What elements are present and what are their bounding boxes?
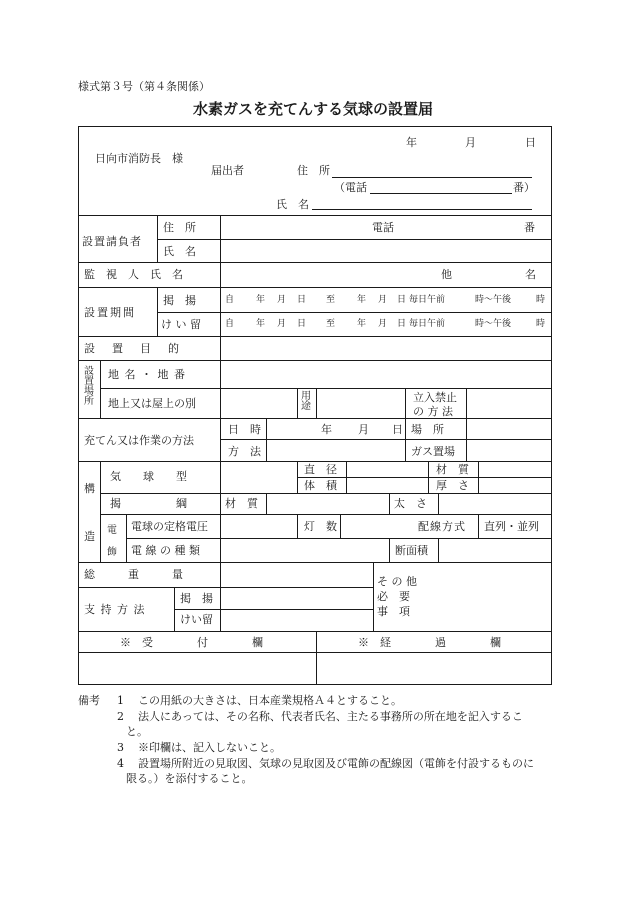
structure-rated-voltage-label: 電球の定格電圧 [131, 520, 208, 533]
support-label: 支 持 方 法 [84, 603, 146, 616]
filling-label: 充てん又は作業の方法 [84, 434, 194, 447]
location-no-entry-label-2: の 方 法 [413, 405, 453, 418]
structure-wire-type-label: 電 線 の 種 類 [131, 544, 200, 557]
notifier-label: 届出者 [211, 164, 244, 177]
reception-header: ※ 受 付 欄 [120, 636, 263, 649]
structure-material-field[interactable] [479, 462, 551, 477]
structure-banner-material-field[interactable] [267, 494, 389, 514]
contractor-name-field[interactable] [221, 240, 551, 262]
contractor-address-label: 住 所 [163, 221, 196, 234]
filling-method-label: 方 法 [228, 445, 261, 458]
filling-gas-storage-field[interactable] [467, 440, 551, 461]
filling-gas-storage-label: ガス置場 [411, 445, 455, 458]
support-tethered-label: けい留 [180, 613, 213, 626]
contractor-phone-label: 電話 [372, 221, 394, 234]
note-number: 3 [117, 741, 124, 754]
other-label-1: そ の 他 [377, 575, 417, 588]
filling-place-label: 場 所 [411, 423, 444, 436]
period-display-label: 掲 揚 [163, 294, 196, 307]
notifier-phone-label: （電話 [334, 181, 367, 194]
structure-cross-section-label: 断面積 [395, 544, 428, 557]
progress-field [317, 653, 551, 684]
other-label-2: 必 要 [377, 590, 410, 603]
location-label: 設置場所 [84, 366, 94, 407]
note-text: 設置場所附近の見取図、気球の見取図及び電飾の配線図（電飾を付設するものに [138, 757, 534, 770]
date-year-label: 年 [406, 136, 417, 149]
structure-banner-material-label: 材 質 [225, 497, 258, 510]
structure-volume-field[interactable] [347, 478, 428, 493]
location-ground-roof-field[interactable] [221, 389, 297, 418]
structure-label-2: 造 [84, 530, 95, 543]
weight-field[interactable] [221, 563, 373, 587]
filling-day-label: 日 [392, 423, 403, 436]
location-place-field[interactable] [221, 361, 551, 388]
structure-lamp-count-field[interactable] [341, 515, 409, 538]
notifier-phone-close: 番） [513, 181, 535, 194]
addressee: 日向市消防長 様 [95, 152, 183, 165]
structure-series-parallel[interactable]: 直列・並列 [484, 520, 539, 533]
supervisor-name-field[interactable] [221, 263, 551, 287]
supervisor-mei: 名 [525, 268, 536, 281]
structure-thickness-field[interactable] [479, 478, 551, 493]
filling-year-label: 年 [321, 423, 332, 436]
other-field[interactable] [420, 563, 551, 631]
contractor-label: 設置請負者 [82, 235, 142, 248]
period-tethered-label: け い 留 [161, 318, 201, 331]
structure-wiring-method-label: 配線方式 [418, 520, 466, 533]
structure-diameter-label: 直 径 [304, 463, 337, 476]
reception-field [79, 653, 316, 684]
location-use-label: 用途 [301, 391, 311, 412]
note-number: 4 [117, 757, 124, 770]
structure-banner-thickness-field[interactable] [439, 494, 551, 514]
structure-balloon-type-label: 気 球 型 [110, 470, 187, 483]
location-no-entry-label-1: 立入禁止 [413, 391, 457, 404]
notifier-name-label: 氏 名 [276, 198, 309, 211]
filling-method-field[interactable] [267, 440, 405, 461]
note-text: 法人にあっては、その名称、代表者氏名、主たる事務所の所在地を記入するこ [138, 710, 523, 723]
page-title: 水素ガスを充てんする気球の設置届 [193, 100, 434, 118]
purpose-field[interactable] [221, 337, 551, 360]
note-text: ※印欄は、記入しないこと。 [138, 741, 281, 754]
supervisor-other: 他 [441, 268, 452, 281]
purpose-label: 設 置 目 的 [84, 342, 182, 355]
note-text: と。 [126, 725, 148, 738]
notifier-address-label: 住 所 [297, 164, 330, 177]
supervisor-label: 監 視 人 氏 名 [84, 268, 183, 281]
contractor-phone-ban: 番 [524, 221, 535, 234]
support-tethered-field[interactable] [221, 610, 373, 631]
structure-rated-voltage-field[interactable] [221, 515, 297, 538]
support-display-field[interactable] [221, 588, 373, 609]
structure-wire-type-field[interactable] [221, 539, 389, 562]
structure-lamp-count-label: 灯 数 [304, 520, 337, 533]
notifier-address-field[interactable] [332, 177, 532, 178]
location-no-entry-field[interactable] [467, 389, 551, 418]
structure-balloon-type-field[interactable] [221, 462, 297, 493]
location-use-field[interactable] [317, 389, 405, 418]
note-number: 2 [117, 710, 124, 723]
location-place-label: 地 名 ・ 地 番 [108, 368, 186, 381]
weight-label: 総 重 量 [84, 568, 183, 581]
structure-diameter-field[interactable] [347, 462, 428, 477]
notifier-phone-field[interactable] [370, 193, 512, 194]
note-text: この用紙の大きさは、日本産業規格Ａ４とすること。 [138, 694, 402, 707]
notifier-name-field[interactable] [312, 209, 532, 210]
period-label: 設置期間 [84, 306, 136, 319]
other-label-3: 事 項 [377, 605, 410, 618]
structure-label-1: 構 [84, 482, 95, 495]
filling-place-field[interactable] [467, 419, 551, 439]
structure-volume-label: 体 積 [304, 479, 337, 492]
filling-month-label: 月 [358, 423, 369, 436]
location-ground-roof-label: 地上又は屋上の別 [108, 397, 196, 410]
support-display-label: 掲 揚 [180, 592, 213, 605]
structure-thickness-label: 厚 さ [436, 479, 469, 492]
notes-prefix: 備考 [78, 694, 100, 707]
progress-header: ※ 経 過 欄 [358, 636, 501, 649]
note-text: 限る。）を添付すること。 [126, 772, 253, 785]
structure-cross-section-field[interactable] [439, 539, 551, 562]
structure-lighting-label: 電飾 [107, 525, 117, 558]
date-day-label: 日 [525, 136, 536, 149]
note-number: 1 [117, 694, 124, 707]
date-month-label: 月 [465, 136, 476, 149]
contractor-name-label: 氏 名 [163, 245, 196, 258]
filling-datetime-label: 日 時 [228, 423, 261, 436]
form-number: 様式第３号（第４条関係） [78, 80, 210, 93]
structure-banner-label: 揭 綱 [110, 497, 187, 510]
structure-material-label: 材 質 [436, 463, 469, 476]
structure-banner-thickness-label: 太 さ [394, 497, 427, 510]
